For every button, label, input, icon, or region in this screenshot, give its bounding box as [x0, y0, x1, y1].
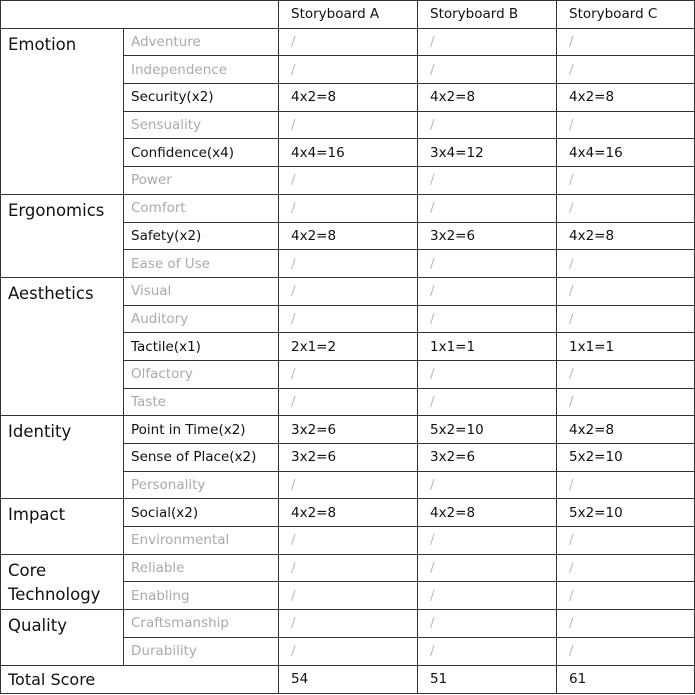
score-cell: /	[557, 56, 695, 84]
criterion-label: Safety(x2)	[124, 222, 279, 250]
criterion-label: Sense of Place(x2)	[124, 444, 279, 472]
score-cell: 5x2=10	[557, 499, 695, 527]
header-storyboard-c: Storyboard C	[557, 1, 695, 29]
category-label: Impact	[1, 499, 124, 554]
header-corner	[1, 1, 279, 29]
header-storyboard-b: Storyboard B	[418, 1, 557, 29]
criterion-label: Point in Time(x2)	[124, 416, 279, 444]
criterion-label: Power	[124, 167, 279, 195]
score-cell: /	[557, 637, 695, 665]
score-cell: 4x4=16	[557, 139, 695, 167]
score-cell: /	[418, 610, 557, 638]
score-cell: 5x2=10	[557, 444, 695, 472]
score-cell: 4x2=8	[279, 499, 418, 527]
score-cell: /	[418, 388, 557, 416]
score-cell: 4x2=8	[557, 222, 695, 250]
score-cell: /	[279, 28, 418, 56]
score-cell: /	[418, 111, 557, 139]
score-cell: /	[418, 471, 557, 499]
score-cell: 3x2=6	[279, 444, 418, 472]
score-cell: /	[418, 582, 557, 610]
criterion-label: Visual	[124, 277, 279, 305]
criterion-label: Auditory	[124, 305, 279, 333]
score-cell: /	[557, 167, 695, 195]
score-cell: /	[279, 56, 418, 84]
criterion-label: Olfactory	[124, 360, 279, 388]
score-cell: /	[557, 194, 695, 222]
score-cell: /	[418, 360, 557, 388]
table-row	[1, 499, 695, 527]
criterion-label: Adventure	[124, 28, 279, 56]
score-cell: /	[279, 277, 418, 305]
score-cell: /	[557, 527, 695, 555]
total-score-value: 54	[279, 665, 418, 693]
score-cell: /	[279, 305, 418, 333]
criterion-label: Tactile(x1)	[124, 333, 279, 361]
criterion-label: Durability	[124, 637, 279, 665]
category-label: Identity	[1, 416, 124, 499]
score-cell: 2x1=2	[279, 333, 418, 361]
header-storyboard-a: Storyboard A	[279, 1, 418, 29]
criterion-label: Reliable	[124, 554, 279, 582]
criterion-label: Comfort	[124, 194, 279, 222]
score-cell: 5x2=10	[418, 416, 557, 444]
score-cell: 3x2=6	[418, 444, 557, 472]
criterion-label: Craftsmanship	[124, 610, 279, 638]
criterion-label: Personality	[124, 471, 279, 499]
total-row	[1, 665, 695, 693]
score-cell: /	[557, 388, 695, 416]
score-cell: /	[418, 28, 557, 56]
category-label: Emotion	[1, 28, 124, 194]
score-cell: /	[418, 194, 557, 222]
criterion-label: Taste	[124, 388, 279, 416]
score-cell: 4x2=8	[279, 84, 418, 112]
score-cell: /	[418, 305, 557, 333]
criterion-label: Confidence(x4)	[124, 139, 279, 167]
score-cell: /	[279, 610, 418, 638]
score-cell: /	[418, 167, 557, 195]
score-cell: /	[557, 28, 695, 56]
score-cell: /	[557, 610, 695, 638]
header-row	[1, 1, 695, 29]
score-cell: 4x2=8	[418, 84, 557, 112]
score-cell: 3x2=6	[279, 416, 418, 444]
category-label: Quality	[1, 610, 124, 665]
score-cell: 3x4=12	[418, 139, 557, 167]
score-cell: /	[557, 554, 695, 582]
score-cell: 1x1=1	[557, 333, 695, 361]
criterion-label: Ease of Use	[124, 250, 279, 278]
scoring-table-body	[1, 1, 695, 694]
score-cell: 4x2=8	[557, 84, 695, 112]
score-cell: /	[557, 250, 695, 278]
category-label: Core Technology	[1, 554, 124, 609]
criterion-label: Independence	[124, 56, 279, 84]
table-row	[1, 28, 695, 56]
score-cell: 1x1=1	[418, 333, 557, 361]
criterion-label: Environmental	[124, 527, 279, 555]
score-cell: /	[418, 250, 557, 278]
score-cell: /	[279, 111, 418, 139]
score-cell: /	[279, 360, 418, 388]
table-row	[1, 277, 695, 305]
score-cell: /	[279, 167, 418, 195]
table-row	[1, 416, 695, 444]
category-label: Ergonomics	[1, 194, 124, 277]
score-cell: 3x2=6	[418, 222, 557, 250]
score-cell: 4x4=16	[279, 139, 418, 167]
score-cell: /	[418, 554, 557, 582]
score-cell: /	[279, 471, 418, 499]
table-row	[1, 554, 695, 582]
score-cell: /	[557, 111, 695, 139]
score-cell: /	[557, 305, 695, 333]
score-cell: /	[557, 471, 695, 499]
score-cell: /	[418, 527, 557, 555]
criterion-label: Security(x2)	[124, 84, 279, 112]
score-cell: /	[418, 277, 557, 305]
score-cell: /	[557, 277, 695, 305]
score-cell: 4x2=8	[557, 416, 695, 444]
table-row	[1, 610, 695, 638]
score-cell: /	[279, 388, 418, 416]
score-cell: /	[557, 582, 695, 610]
score-cell: 4x2=8	[279, 222, 418, 250]
score-cell: /	[418, 56, 557, 84]
score-cell: /	[279, 250, 418, 278]
score-cell: 4x2=8	[418, 499, 557, 527]
category-label: Aesthetics	[1, 277, 124, 415]
criterion-label: Social(x2)	[124, 499, 279, 527]
score-cell: /	[279, 527, 418, 555]
criterion-label: Sensuality	[124, 111, 279, 139]
score-cell: /	[279, 554, 418, 582]
total-score-value: 51	[418, 665, 557, 693]
score-cell: /	[279, 582, 418, 610]
table-row	[1, 194, 695, 222]
total-score-label: Total Score	[1, 665, 279, 693]
criterion-label: Enabling	[124, 582, 279, 610]
score-cell: /	[418, 637, 557, 665]
score-cell: /	[279, 637, 418, 665]
score-cell: /	[557, 360, 695, 388]
total-score-value: 61	[557, 665, 695, 693]
score-cell: /	[279, 194, 418, 222]
